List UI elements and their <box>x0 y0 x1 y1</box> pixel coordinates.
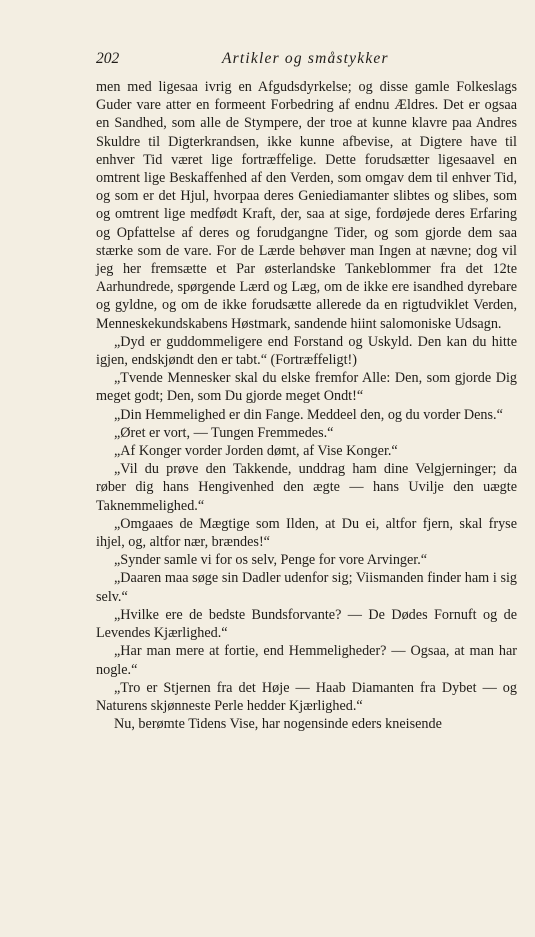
paragraph: „Dyd er guddommeligere end Forstand og Uskyld. Den kan du hitte igjen, endskjøndt den er tabt.“ (Fortræffeligt!) <box>96 333 517 369</box>
paragraph: „Af Konger vorder Jorden dømt, af Vise Konger.“ <box>114 443 398 460</box>
paragraph: „Tvende Mennesker skal du elske fremfor Alle: Den, som gjorde Dig meget godt; Den, som Du gjorde meget Ondt!“ <box>96 370 517 405</box>
running-title: Artikler og småstykker <box>222 50 389 67</box>
body-text <box>96 78 517 733</box>
running-header <box>96 50 516 72</box>
paragraph: „Din Hemmelighed er din Fange. Meddeel den, og du vorder Dens.“ <box>114 406 503 423</box>
page-number: 202 <box>96 50 120 67</box>
paragraph: „Har man mere at fortie, end Hemmeligheder? — Ogsaa, at man har nogle.“ <box>96 643 517 678</box>
paragraph: „Omgaaes de Mægtige som Ilden, at Du ei, altfor fjern, skal fryse ihjel, og, altfor nær, brændes!“ <box>96 515 517 551</box>
paragraph: „Øret er vort, — Tungen Fremmedes.“ <box>114 424 334 441</box>
paragraph: Nu, berømte Tidens Vise, har nogensinde eders kneisende <box>114 716 442 733</box>
paragraph: „Vil du prøve den Takkende, unddrag ham dine Velgjerninger; da røber dig hans Hengivenhed den ægte — hans Uvilje den uægte Taknemmelighed.“ <box>96 461 517 514</box>
paragraph: „Daaren maa søge sin Dadler udenfor sig; Viismanden finder ham i sig selv.“ <box>96 570 517 605</box>
paragraph: „Hvilke ere de bedste Bundsforvante? — De Dødes Fornuft og de Levendes Kjærlighed.“ <box>96 606 517 642</box>
paragraph: „Tro er Stjernen fra det Høje — Haab Diamanten fra Dybet — og Naturens skjønneste Perle hedder Kjærlighed.“ <box>96 679 517 714</box>
paragraph: men med ligesaa ivrig en Afgudsdyrkelse; og disse gamle Folkeslags Guder vare atter en formeent Forbedring af endnu Ældres. Det er ogsaa en Sandhed, som alle de Stympere, der troe at kunne klavre paa Andres Skuldre til Digterkrandsen, ikke kunne afbevise, at Digtere have til enhver Tid været lige fortræffelige. Dette forudsætter ligesaavel en omtrent lige Beskaffenhed af den Verden, som omgav dem til enhver Tid, og som er det Hjul, hvorpaa deres Geniediamanter slibtes og slibes, som og omtrent lige medfødt Kraft, der, saa at sige, fordøjede deres Erfaring og Opfattelse af deres og forudgangne Tider, og som gjorde dem saa stærke som de vare. For de Lærde behøver man Ingen at nævne; dog vil jeg her fremsætte et Par østerlandske Tankeblommer fra det 12te Aarhundrede, spørgende Lærd og Læg, om de ikke ere isandhed dyrebare og gyldne, og om de ikke forudsætte allerede da en rigtudviklet Verden, Menneskekundskabens Høstmark, sandende hiint salomoniske Udsagn. <box>96 79 517 332</box>
paragraph: „Synder samle vi for os selv, Penge for vore Arvinger.“ <box>114 552 428 569</box>
